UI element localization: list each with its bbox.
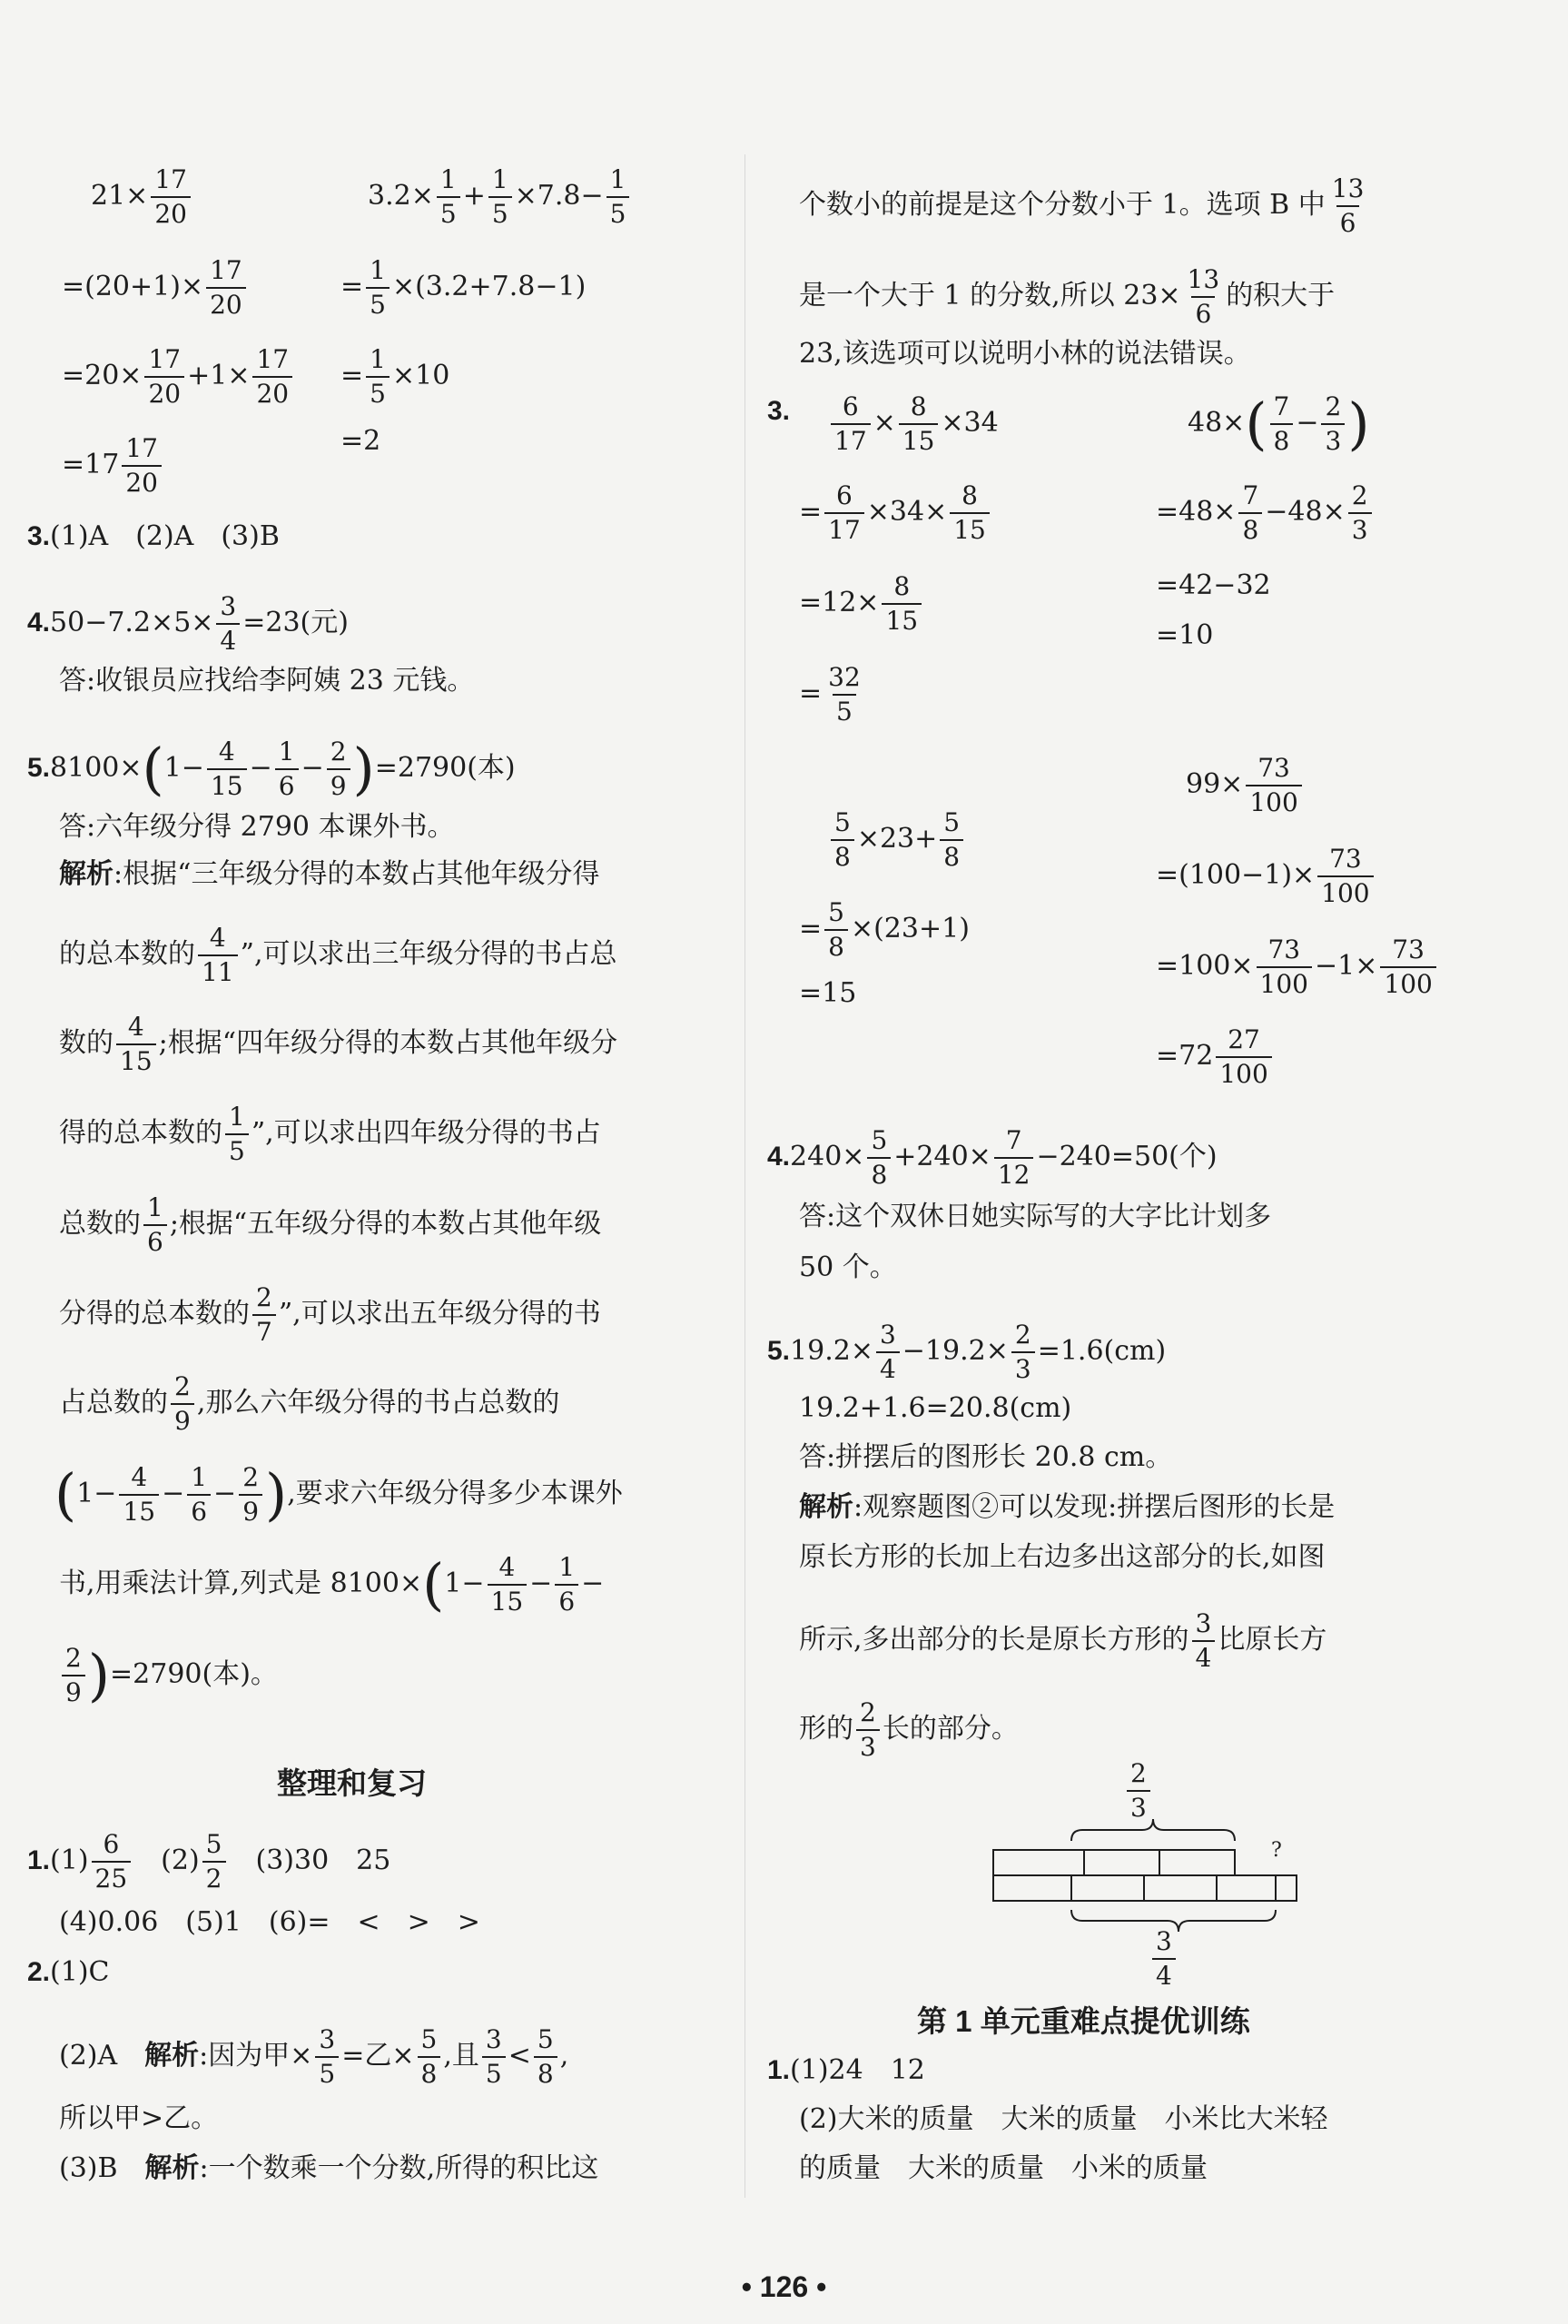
calc-f-line3: =100× $\frac{73}{100}$ −1× $\frac{73}{100}$ [1156, 934, 1439, 1001]
calc-a-line3: =20× $\frac{17}{20}$ +1× $\frac{17}{20}$ [62, 343, 295, 410]
calc-c-line4: = $\frac{32}{5}$ [799, 662, 861, 727]
calc-d-line4: =10 [1156, 619, 1214, 651]
analysis-line5: 总数的 $\frac{1}{6}$ ;根据“五年级分得的本数占其他年级 [59, 1192, 602, 1257]
analysis-line1: 解析:根据“三年级分得的本数占其他年级分得 [59, 858, 600, 890]
diagram-bottom-fraction: $\frac{3}{4}$ [1149, 1925, 1178, 1993]
calc-b-line4: =2 [340, 425, 381, 457]
calc-a-line1: 21× $\frac{17}{20}$ [91, 163, 193, 231]
unit1-question-1-part2-cont: 的质量 大米的质量 小米的质量 [799, 2152, 1208, 2184]
calc-d-line1: 48×( $\frac{7}{8}$ − $\frac{2}{3}$ ) [1188, 391, 1370, 457]
analysis-line3: 数的 $\frac{4}{15}$ ;根据“四年级分得的本数占其他年级分 [59, 1012, 618, 1076]
unit1-question-1: 1.(1)24 12 [767, 2054, 925, 2086]
rectangle-diagram [981, 1758, 1307, 1991]
calc-e-line3: =15 [799, 977, 857, 1009]
calc-b-line1: 3.2× $\frac{1}{5}$ + $\frac{1}{5}$ ×7.8− $\frac{1}{5}$ [368, 163, 632, 231]
analysis-line2: 的总本数的 $\frac{4}{11}$ ”,可以求出三年级分得的书占总 [59, 923, 617, 987]
review-question-2-part2: (2)A 解析:因为甲× $\frac{3}{5}$ =乙× $\frac{5}{8}$ ,且 $\frac{3}{5}$ < $\frac{5}{8}$ , [59, 2024, 569, 2089]
analysis-line6: 分得的总本数的 $\frac{2}{7}$ ”,可以求出五年级分得的书 [59, 1282, 601, 1347]
calc-d-line3: =42−32 [1156, 569, 1271, 601]
question-4: 4.50−7.2×5× $\frac{3}{4}$ =23(元) [27, 591, 349, 656]
review-question-2: 2.(1)C [27, 1956, 110, 1988]
calc-c-line2: = $\frac{6}{17}$ ×34× $\frac{8}{15}$ [799, 480, 992, 547]
right-question-5-analysis2: 原长方形的长加上右边多出这部分的长,如图 [799, 1541, 1326, 1573]
calc-c-number: 3. [767, 396, 791, 426]
right-question-5-analysis4: 形的 $\frac{2}{3}$ 长的部分。 [799, 1697, 1019, 1762]
analysis-line10: $\frac{2}{9}$ )=2790(本)。 [59, 1642, 278, 1709]
calc-f-line2: =(100−1)× $\frac{73}{100}$ [1156, 843, 1376, 910]
right-question-5-line3: 答:拼摆后的图形长 20.8 cm。 [799, 1441, 1173, 1473]
calc-f-line1: 99× $\frac{73}{100}$ [1186, 752, 1305, 819]
right-question-4-answer2: 50 个。 [799, 1251, 897, 1283]
right-line2: 是一个大于 1 的分数,所以 23× $\frac{13}{6}$ 的积大于 [799, 264, 1336, 329]
top-row-left-block [993, 1850, 1084, 1875]
calc-c-line3: =12× $\frac{8}{15}$ [799, 570, 924, 638]
right-line3: 23,该选项可以说明小林的说法错误。 [799, 338, 1251, 370]
section-title-unit1: 第 1 单元重难点提优训练 [917, 2004, 1250, 2038]
calc-d-line2: =48× $\frac{7}{8}$ −48× $\frac{2}{3}$ [1156, 480, 1375, 547]
analysis-line4: 得的总本数的 $\frac{1}{5}$ ”,可以求出四年级分得的书占 [59, 1102, 601, 1166]
question-5-answer: 答:六年级分得 2790 本课外书。 [59, 811, 455, 843]
calc-e-line1: $\frac{5}{8}$ ×23+ $\frac{5}{8}$ [828, 806, 966, 874]
calc-a-line4: =17 $\frac{17}{20}$ [62, 432, 164, 499]
review-question-1: 1.(1) $\frac{6}{25}$ (2) $\frac{5}{2}$ (3)30 25 [27, 1829, 391, 1894]
review-question-1-line2: (4)0.06 (5)1 (6)= < > > [59, 1906, 480, 1938]
diagram-top-fraction: $\frac{2}{3}$ [1124, 1757, 1153, 1825]
calc-b-line3: = $\frac{1}{5}$ ×10 [340, 344, 450, 409]
analysis-line7: 占总数的 $\frac{2}{9}$ ,那么六年级分得的书占总数的 [59, 1371, 560, 1436]
right-question-5: 5.19.2× $\frac{3}{4}$ −19.2× $\frac{2}{3}$ =1.6(cm) [767, 1320, 1167, 1384]
calc-a-line2: =(20+1)× $\frac{17}{20}$ [62, 254, 249, 321]
section-title-review: 整理和复习 [277, 1766, 427, 1800]
page-number: • 126 • [741, 2270, 827, 2303]
question-4-answer: 答:收银员应找给李阿姨 23 元钱。 [59, 665, 475, 697]
right-line1: 个数小的前提是这个分数小于 1。选项 B 中 $\frac{13}{6}$ [799, 173, 1365, 238]
calc-e-line2: = $\frac{5}{8}$ ×(23+1) [799, 897, 970, 962]
question-3: 3.(1)A (2)A (3)B [27, 520, 280, 552]
top-brace [1071, 1819, 1235, 1841]
review-question-2-conclusion: 所以甲>乙。 [59, 2102, 219, 2134]
analysis-line9: 书,用乘法计算,列式是 8100×(1− $\frac{4}{15}$ − $\frac{1}{6}$ − [59, 1551, 605, 1617]
calc-c-line1: $\frac{6}{17}$ × $\frac{8}{15}$ ×34 [828, 391, 999, 458]
right-question-5-analysis1: 解析:观察题图②可以发现:拼摆后图形的长是 [799, 1491, 1336, 1523]
right-question-5-analysis3: 所示,多出部分的长是原长方形的 $\frac{3}{4}$ 比原长方 [799, 1608, 1327, 1673]
calc-f-line4: =72 $\frac{27}{100}$ [1156, 1024, 1275, 1091]
diagram-question-mark: ? [1271, 1839, 1282, 1862]
question-5: 5.8100×(1− $\frac{4}{15}$ − $\frac{1}{6}$ − $\frac{2}{9}$ )=2790(本) [27, 736, 516, 802]
calc-b-line2: = $\frac{1}{5}$ ×(3.2+7.8−1) [340, 255, 587, 320]
right-question-4-answer1: 答:这个双休日她实际写的大字比计划多 [799, 1201, 1272, 1232]
analysis-line8: (1− $\frac{4}{15}$ − $\frac{1}{6}$ − $\frac{2}{9}$ ),要求六年级分得多少本课外 [54, 1461, 623, 1528]
right-question-5-line2: 19.2+1.6=20.8(cm) [799, 1392, 1072, 1424]
unit1-question-1-part2: (2)大米的质量 大米的质量 小米比大米轻 [799, 2103, 1328, 2135]
right-question-4: 4.240× $\frac{5}{8}$ +240× $\frac{7}{12}$ −240=50(个) [767, 1125, 1218, 1190]
review-question-2-part3: (3)B 解析:一个数乘一个分数,所得的积比这 [59, 2152, 599, 2184]
